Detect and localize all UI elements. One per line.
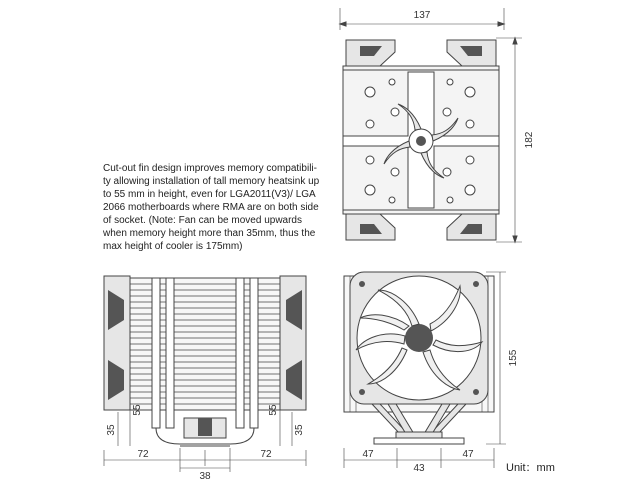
dim-front-right: 47 [462, 449, 474, 460]
side-view [104, 276, 306, 472]
dim-front-height: 155 [508, 349, 519, 367]
description-line: of socket. (Note: Fan can be moved upwards [103, 215, 302, 226]
dim-top-width: 137 [413, 10, 431, 21]
dim-side-right-low: 55 [268, 404, 279, 416]
description-line: Cut-out fin design improves memory compatibili- [103, 163, 317, 174]
dim-side-left-high: 55 [132, 404, 143, 416]
front-view [344, 272, 506, 468]
description-line: max height of cooler is 175mm) [103, 241, 243, 252]
dim-side-center: 38 [199, 471, 211, 480]
description-text [103, 162, 318, 253]
dim-side-left-width: 72 [137, 449, 149, 460]
dim-front-center: 43 [413, 463, 425, 474]
dim-side-right-high: 35 [294, 424, 305, 436]
description-line: 2066 motherboards where RMA are on both side [103, 202, 319, 213]
top-view [340, 8, 522, 242]
dim-side-left-low: 35 [106, 424, 117, 436]
dim-front-left: 47 [362, 449, 374, 460]
description-line: when memory height more than 35mm, thus the [103, 228, 316, 239]
unit-label: Unit：mm [506, 462, 555, 474]
dim-side-right-width: 72 [260, 449, 272, 460]
description-line: ty allowing installation of tall memory heatsink up [103, 176, 320, 187]
dim-top-depth: 182 [524, 131, 535, 149]
description-line: to 55 mm in height, even for LGA2011(V3)/ LGA [103, 189, 316, 200]
